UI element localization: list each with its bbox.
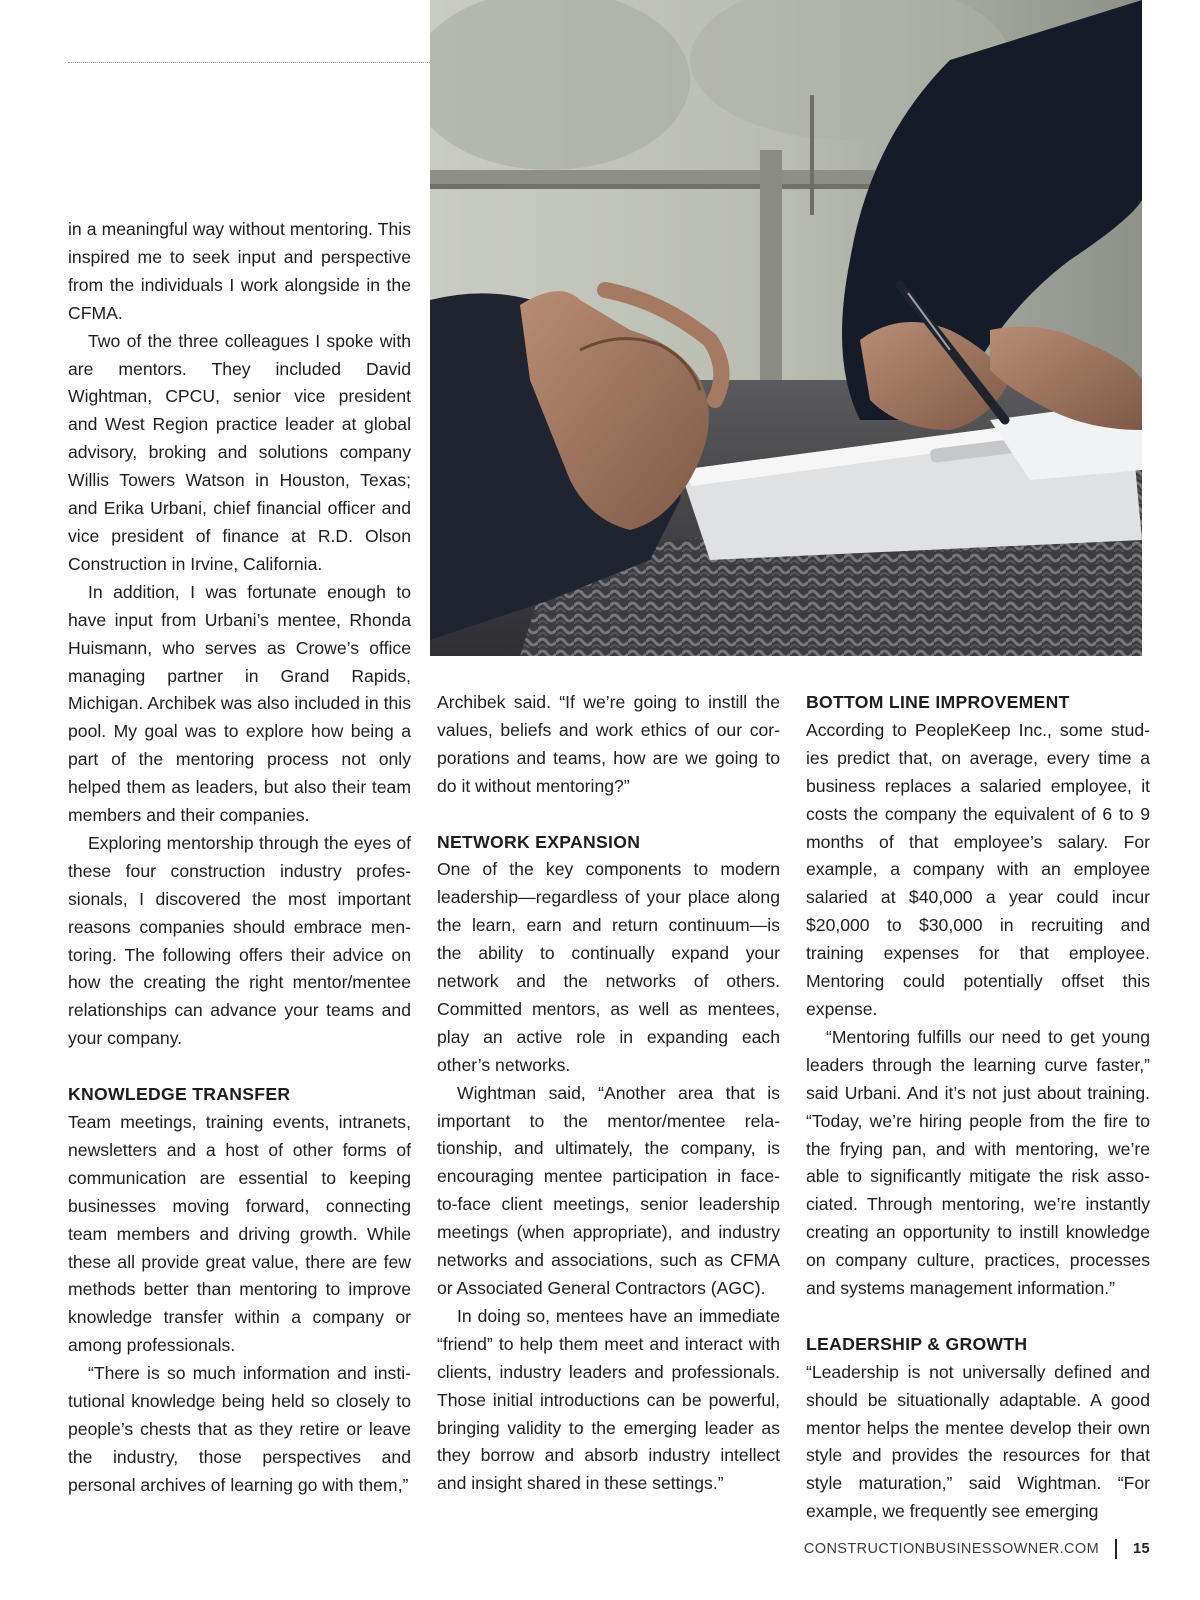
paragraph: Archibek said. “If we’re going to instill the values, beliefs and work ethics of our corporations and teams, how are we going to do it without mentoring?” — [437, 692, 780, 796]
article-column-2 — [437, 689, 780, 1498]
paragraph: “Leadership is not universally defined and should be situationally adaptable. A good mentor helps the mentee develop their own style and provides the resources for that style maturation,” said Wightman. “For example, we frequently see emerging — [806, 1361, 1150, 1522]
top-rule — [68, 62, 430, 63]
hands-signing-document-image — [430, 0, 1142, 656]
page-number: 15 — [1133, 1541, 1150, 1557]
section-heading: NETWORK EXPANSION — [437, 831, 641, 852]
paragraph: According to PeopleKeep Inc., some studies predict that, on average, every time a business replaces a salaried employee, it costs the company the equivalent of 6 to 9 months of that employee’s salary. For example, a company with an employee salaried at $40,000 a year could incur $20,000 to $30,000 in recruiting and training expenses for that employee. Mentoring could potentially offset this expense. — [806, 719, 1150, 1019]
paragraph: In doing so, mentees have an immediate “friend” to help them meet and interact with clients, industry leaders and professionals. Those initial introductions can be powerful, bringing validity to the emerging leader as they borrow and absorb industry intellect and insight shared in these settings.” — [437, 1305, 780, 1494]
section-heading: LEADERSHIP & GROWTH — [806, 1333, 1028, 1354]
paragraph: “Mentoring fulfills our need to get young leaders through the learning curve faster,” said Urbani. And it’s not just about training. “Today, we’re hiring people from the fire to the frying pan, and with mentoring, we’re able to significantly mitigate the risk associated. Through mentoring, we’re instantly creating an opportunity to instill knowledge on company culture, practices, processes and systems management information.” — [806, 1026, 1150, 1299]
paragraph: Team meetings, training events, intranets, newsletters and a host of other forms of communication are essential to keeping businesses moving forward, connecting team members and driving growth. While these all provide great value, there are few methods better than mentoring to improve knowledge transfer within a company or among professionals. — [68, 1111, 411, 1356]
paragraph: Exploring mentorship through the eyes of these four construction industry professionals, I discovered the most important reasons companies should embrace mentoring. The following offers their advice on how the creating the right mentor/mentee relationships can advance your teams and your company. — [68, 832, 411, 1049]
footer-website: CONSTRUCTIONBUSINESSOWNER.COM — [803, 1541, 1100, 1557]
paragraph: One of the key components to modern leadership—regardless of your place along the learn, earn and return continuum—is the ability to continually expand your network and the networks of others. Committed mentors, as well as mentees, play an active role in expanding each other’s networks. — [437, 859, 780, 1075]
article-column-3 — [806, 689, 1150, 1526]
paragraph: In addition, I was fortunate enough to have input from Urbani’s mentee, Rhonda Huismann, who serves as Crowe’s office managing partner in Grand Rapids, Michigan. Archibek was also included in this pool. My goal was to explore how being a part of the mentoring process not only helped them as leaders, but also their team members and their companies. — [68, 581, 411, 826]
paragraph: in a meaningful way without mentoring. This inspired me to seek input and perspective from the individuals I work alongside in the CFMA. — [68, 219, 411, 323]
paragraph: “There is so much information and institutional knowledge being held so closely to people’s chests that as they retire or leave the industry, those perspectives and personal archives of learning go with them,” — [68, 1363, 411, 1495]
section-heading: BOTTOM LINE IMPROVEMENT — [806, 692, 1070, 712]
paragraph: Wightman said, “Another area that is important to the mentor/mentee relationship, and ultimately, the company, is encouraging mentee participation in face-to-face client meetings, senior leadership meetings (when appropriate), and industry networks and associations, such as CFMA or Associated General Contractors (AGC). — [437, 1082, 780, 1299]
article-column-1 — [68, 216, 411, 1500]
section-heading: KNOWLEDGE TRANSFER — [68, 1084, 291, 1105]
page-footer — [804, 1537, 1150, 1561]
paragraph: Two of the three colleagues I spoke with are mentors. They included David Wightman, CPCU, senior vice president and West Region practice leader at global advisory, broking and solutions company Willis Towers Watson in Houston, Texas; and Erika Urbani, chief financial officer and vice president of finance at R.D. Olson Construction in Irvine, California. — [68, 330, 411, 574]
footer-divider — [1115, 1539, 1117, 1559]
article-photo — [430, 0, 1142, 656]
